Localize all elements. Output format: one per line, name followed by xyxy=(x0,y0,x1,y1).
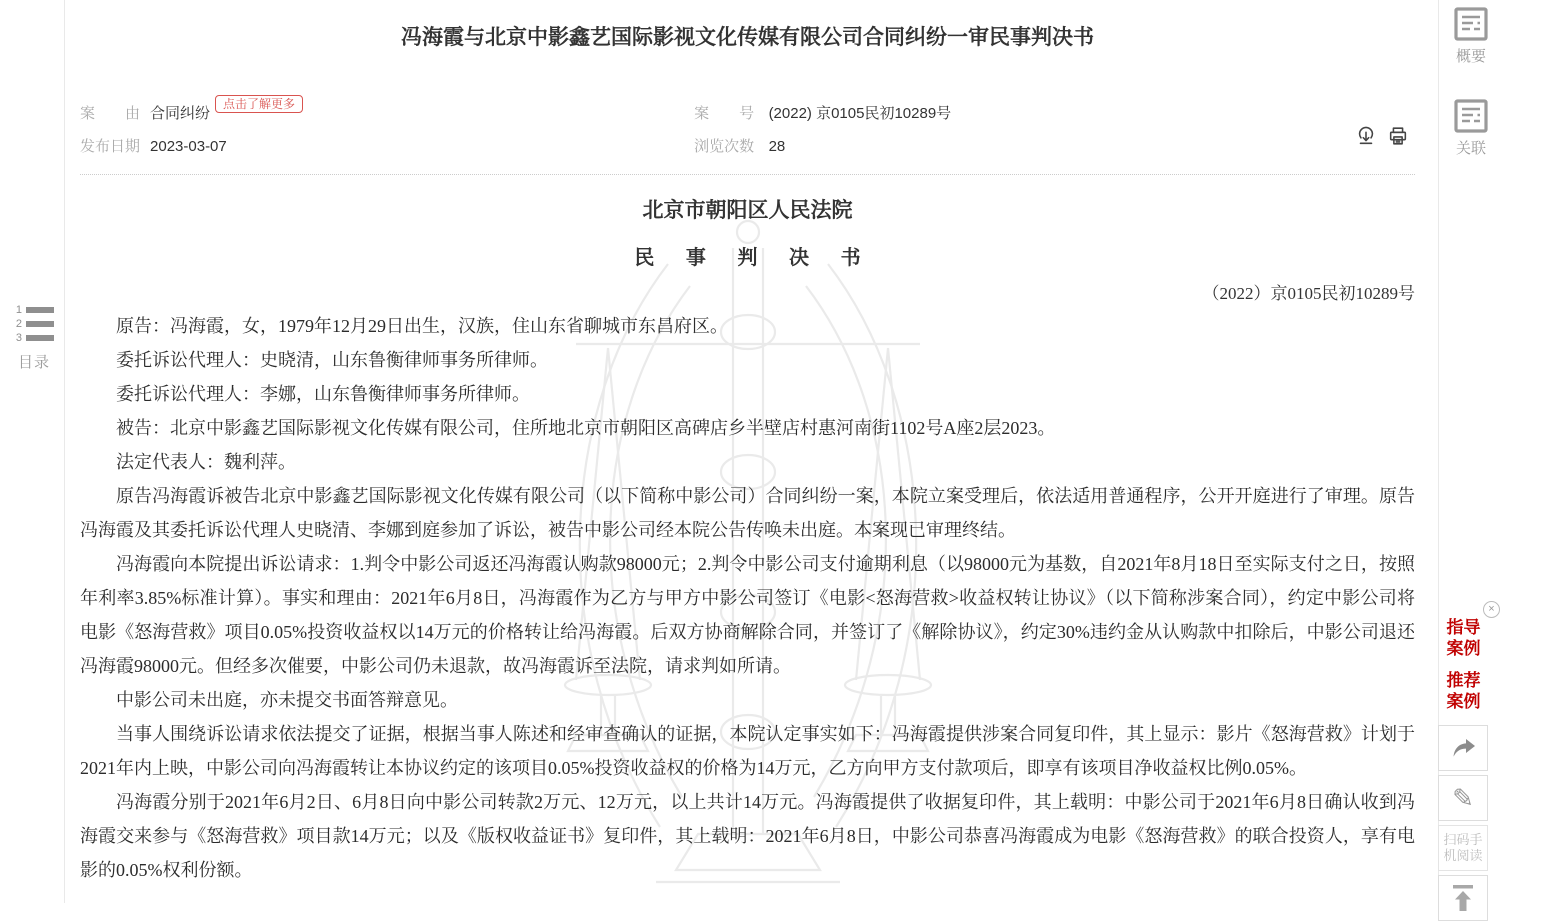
publish-date-label: 发布日期 xyxy=(80,138,141,155)
qr-read-label: 扫码手机阅读 xyxy=(1443,832,1483,863)
guiding-cases-link[interactable]: 指导案例 xyxy=(1446,618,1481,658)
toc-num: 1 xyxy=(15,304,22,316)
case-number-label: 案 号 xyxy=(694,105,755,122)
related-icon xyxy=(1454,99,1488,133)
summary-button[interactable] xyxy=(1443,7,1499,66)
cause-label: 案 由 xyxy=(80,105,141,122)
view-count-label: 浏览次数 xyxy=(694,138,755,155)
back-to-top-icon xyxy=(1450,883,1476,913)
main-content xyxy=(66,0,1438,903)
share-button[interactable] xyxy=(1438,725,1488,771)
judgment-paragraph: 当事人围绕诉讼请求依法提交了证据，根据当事人陈述和经审查确认的证据，本院认定事实如下：冯海霞提供涉案合同复印件，其上显示：影片《怒海营救》计划于2021年内上映，中影公司向冯海霞转让本协议约定的该项目0.05%投资收益权的价格为14万元，乙方向甲方支付款项后，即享有该项目净收益权比例0.05%。 xyxy=(80,724,1415,779)
judgment-paragraph: 委托诉讼代理人：史晓清，山东鲁衡律师事务所律师。 xyxy=(116,350,548,371)
edit-button[interactable] xyxy=(1438,775,1488,821)
view-count-value: 28 xyxy=(768,138,786,155)
left-sidebar xyxy=(0,0,65,903)
back-to-top-button[interactable] xyxy=(1438,875,1488,921)
edit-icon: ✎ xyxy=(1452,783,1474,813)
court-name: 北京市朝阳区人民法院 xyxy=(642,199,853,222)
judgment-paragraph: 法定代表人：魏利萍。 xyxy=(116,452,296,473)
judgment-paragraph: 中影公司未出庭，亦未提交书面答辩意见。 xyxy=(116,690,458,711)
judgment-paragraph: 被告：北京中影鑫艺国际影视文化传媒有限公司，住所地北京市朝阳区高碑店乡半壁店村惠河南街1102号A座2层2023。 xyxy=(116,418,1056,439)
judgment-document xyxy=(80,194,1415,887)
cause-value: 合同纠纷 xyxy=(150,105,211,122)
recommended-cases-link[interactable]: 推荐案例 xyxy=(1446,671,1481,711)
toc-label: 目录 xyxy=(17,354,50,371)
share-icon xyxy=(1449,734,1477,762)
related-button[interactable] xyxy=(1443,99,1499,158)
toc-num: 3 xyxy=(15,332,22,344)
toc-icon xyxy=(12,306,56,342)
document-type: 民 事 判 决 书 xyxy=(634,247,874,270)
judgment-paragraph: 委托诉讼代理人：李娜，山东鲁衡律师事务所律师。 xyxy=(116,384,530,405)
download-icon[interactable] xyxy=(1355,125,1377,147)
right-sidebar xyxy=(1438,0,1547,903)
toc-num: 2 xyxy=(15,318,22,330)
judgment-paragraph: 原告冯海霞诉被告北京中影鑫艺国际影视文化传媒有限公司（以下简称中影公司）合同纠纷一案，本院立案受理后，依法适用普通程序，公开开庭进行了审理。原告冯海霞及其委托诉讼代理人史晓清、李娜到庭参加了诉讼，被告中影公司经本院公告传唤未出庭。本案现已审理终结。 xyxy=(80,486,1415,541)
case-number-line: （2022）京0105民初10289号 xyxy=(1202,284,1415,304)
learn-more-badge[interactable]: 点击了解更多 xyxy=(215,95,303,113)
judgment-paragraph: 冯海霞向本院提出诉讼请求：1.判令中影公司返还冯海霞认购款98000元；2.判令中影公司支付逾期利息（以98000元为基数，自2021年8月18日至实际支付之日，按照年利率3.85%标准计算）。事实和理由：2021年6月8日，冯海霞作为乙方与甲方中影公司签订《电影<怒海营救>收益权转让协议》（以下简称涉案合同），约定中影公司将电影《怒海营救》项目0.05%投资收益权以14万元的价格转让给冯海霞。后双方协商解除合同，并签订了《解除协议》，约定30%违约金从认购款中扣除后，中影公司退还冯海霞98000元。但经多次催要，中影公司仍未退款，故冯海霞诉至法院，请求判如所请。 xyxy=(80,554,1415,677)
summary-icon xyxy=(1454,7,1488,41)
related-label: 关联 xyxy=(1455,140,1486,157)
publish-date-value: 2023-03-07 xyxy=(150,138,227,155)
page-title: 冯海霞与北京中影鑫艺国际影视文化传媒有限公司合同纠纷一审民事判决书 xyxy=(401,26,1094,49)
document-meta xyxy=(80,97,1415,175)
judgment-paragraph: 原告：冯海霞，女，1979年12月29日出生，汉族，住山东省聊城市东昌府区。 xyxy=(116,316,728,337)
qr-read-button[interactable] xyxy=(1438,825,1488,871)
judgment-paragraphs xyxy=(80,309,1415,887)
toc-button[interactable] xyxy=(12,306,56,372)
print-icon[interactable] xyxy=(1387,125,1409,147)
judgment-paragraph: 冯海霞分别于2021年6月2日、6月8日向中影公司转款2万元、12万元，以上共计14万元。冯海霞提供了收据复印件，其上载明：中影公司于2021年6月8日确认收到冯海霞交来参与《怒海营救》项目款14万元；以及《版权收益证书》复印件，其上载明：2021年6月8日，中影公司恭喜冯海霞成为电影《怒海营救》的联合投资人，享有电影的0.05%权利份额。 xyxy=(80,792,1415,881)
case-number-value: (2022) 京0105民初10289号 xyxy=(768,105,952,122)
close-icon[interactable]: × xyxy=(1483,601,1500,618)
summary-label: 概要 xyxy=(1455,48,1486,65)
